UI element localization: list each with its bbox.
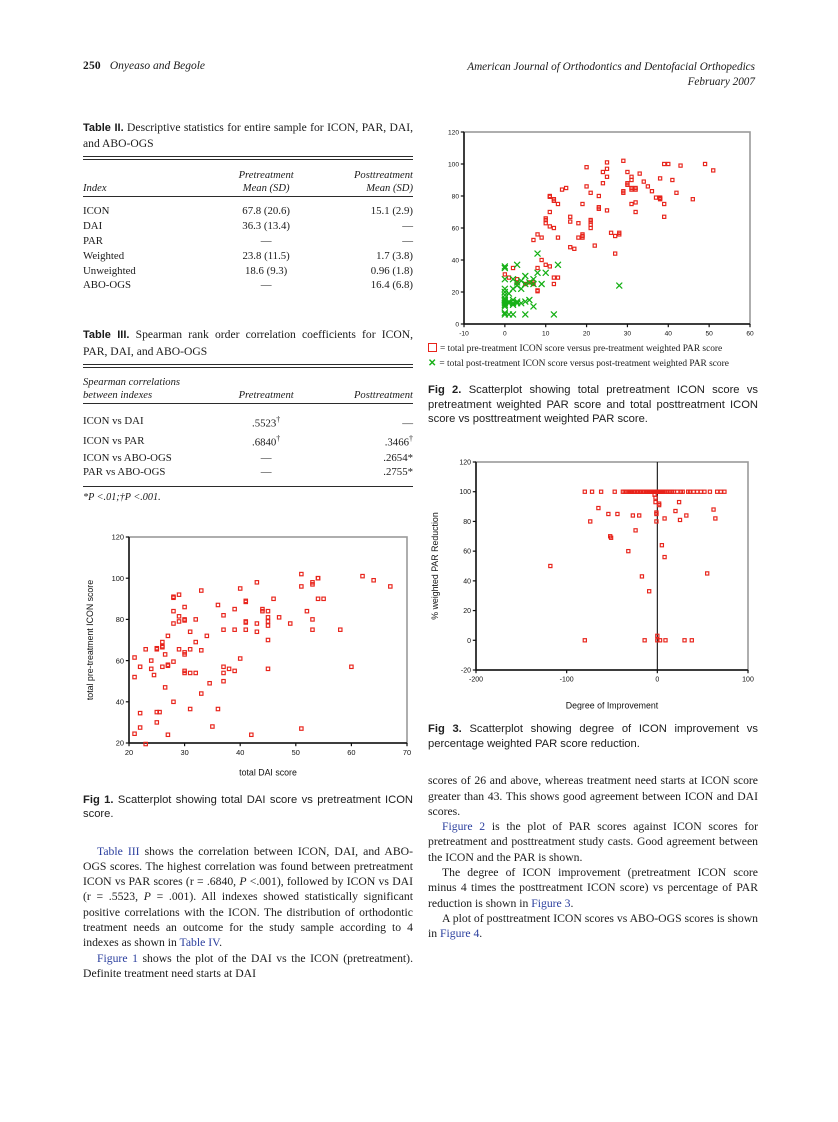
body-text-run: shows the correlation between ICON, DAI, and ABO-OGS scores. The highest correlation was found between pretreatment ICON vs PAR scores (r = .6840, [83,844,414,889]
body-text-run: A plot of posttreatment ICON scores vs ABO-OGS scores is shown in [428,911,758,941]
left-column-body-text [83,844,413,982]
body-text-run: <.001), followed by ICON vs DAI (r = .5523, [83,875,413,904]
svg-text:total DAI score: total DAI score [239,767,297,777]
left-column [83,120,413,981]
body-text-run: The degree of ICON improvement (pretreatment ICON score minus 4 times the posttreatment ICON score) vs percentage of PAR reduction is shown in [428,866,758,910]
table-3-header-l2: between indexes [83,390,153,402]
table-3-header-pairs [83,375,215,404]
right-column-body-text [428,773,758,941]
cell-pre: 23.8 (11.5) [242,249,290,262]
dagger-mark: † [276,434,281,444]
cell-index: ABO-OGS [83,279,131,292]
svg-text:60: 60 [347,747,356,757]
body-paragraph [428,865,758,911]
svg-text:Degree of Improvement: Degree of Improvement [565,700,659,711]
svg-text:60: 60 [451,225,459,233]
body-text-run: shows the plot of the DAI vs the ICON (pretreatment). Definite treatment need starts at DAI [83,951,413,980]
svg-text:% weighted PAR Reduction: % weighted PAR Reduction [430,512,440,621]
figure-3-plot [428,448,758,710]
table-3-footnote: *P <.01;†P <.001. [83,491,161,503]
figure-2 [428,120,758,426]
svg-text:total pre-treatment ICON score: total pre-treatment ICON score [85,579,95,700]
cell-pre: .5523† [252,414,281,430]
table-3-header-pre: Pretreatment [238,390,294,402]
body-text-run: . [479,927,483,941]
figure-2-plot [428,120,758,342]
body-text-run: = .001). All indexes showed statistically significant positive correlations with the ICON. The distribution of orthodontic treatment needs an outcome for the study sample according to 4 indexes as shown in [83,890,413,950]
running-head [83,60,755,100]
cross-reference-link[interactable]: Table III [97,844,140,858]
cell-pre: 18.6 (9.3) [245,264,288,277]
svg-text:40: 40 [463,578,471,586]
legend-entry [428,342,758,357]
svg-text:120: 120 [111,532,124,542]
body-paragraph [83,951,413,982]
body-text-run: . [219,936,222,950]
svg-text:20: 20 [582,330,591,338]
cell-post: .3466† [384,434,413,449]
svg-text:0: 0 [467,638,471,646]
table-2-block [83,120,413,293]
body-paragraph [428,911,758,942]
table-3-caption-text: Spearman rank order correlation coefficients for ICON, PAR, DAI, and ABO-OGS [83,328,413,358]
svg-text:‐100: ‐100 [559,677,574,685]
svg-text:20: 20 [115,738,124,748]
table-3-caption [83,327,413,358]
table-2-caption [83,120,413,151]
table-2-header-pre-l2: Mean (SD) [242,182,290,194]
figure-3-caption [428,722,758,751]
figure-1-caption [83,793,413,822]
cell-pre: .6840† [252,434,281,449]
svg-text:0: 0 [655,677,660,685]
legend-entry-label: = total post-treatment ICON score versus post-treatment weighted PAR score [439,358,729,369]
body-paragraph [428,819,758,865]
cell-pair: PAR vs ABO-OGS [83,466,166,479]
cell-pre: — [260,279,272,292]
body-paragraph [83,844,413,951]
cell-index: PAR [83,234,104,247]
svg-text:20: 20 [463,608,471,616]
table-row [83,466,413,481]
cell-pre: 67.8 (20.6) [242,205,290,218]
svg-text:60: 60 [463,549,471,557]
svg-text:100: 100 [111,573,124,583]
table-3-block [83,327,413,502]
cell-post: .2654* [383,451,413,464]
table-2-header-post [317,168,413,197]
svg-text:100: 100 [742,677,754,685]
cross-reference-link[interactable]: Figure 1 [97,951,138,965]
legend-entry-label: = total pre-treatment ICON score versus pre-treatment weighted PAR score [440,344,723,354]
cell-post: 16.4 (6.8) [370,279,413,292]
svg-text:100: 100 [459,489,471,497]
svg-text:20: 20 [124,747,134,757]
cross-reference-link[interactable]: Figure 3 [531,896,571,910]
svg-text:40: 40 [236,747,245,757]
table-3-label: Table III. [83,329,130,342]
svg-text:80: 80 [463,519,471,527]
svg-text:70: 70 [402,747,412,757]
cell-post: 0.96 (1.8) [370,264,413,277]
figure-1-caption-text: Scatterplot showing total DAI score vs pretreatment ICON score. [83,793,413,821]
figure-2-legend [428,342,758,371]
italic-text: P [143,890,151,904]
svg-text:60: 60 [115,656,124,666]
svg-text:50: 50 [705,330,713,338]
cell-index: DAI [83,220,103,233]
table-3-header-post: Posttreatment [353,390,413,402]
cell-post: .2755* [383,466,413,479]
cell-pre: — [260,466,272,479]
table-2-header-post-l1: Posttreatment [353,169,413,181]
table-row [83,451,413,466]
figure-2-caption [428,383,758,426]
cross-reference-link[interactable]: Table IV [179,936,220,950]
figure-3-caption-text: Scatterplot showing degree of ICON improvement vs percentage weighted PAR score reduction. [428,723,758,750]
page-number: 250 [83,60,101,72]
table-2-header-post-l2: Mean (SD) [366,182,413,194]
dagger-mark: † [409,434,413,444]
figure-2-caption-text: Scatterplot showing total pretreatment ICON score vs pretreatment weighted PAR score and total posttreatment ICON score vs posttreatment weighted PAR score. [428,384,759,425]
svg-text:‐20: ‐20 [460,667,471,675]
body-text-run: scores of 26 and above, whereas treatment need starts at ICON score greater than 43. This shows good agreement between ICON and DAI scores. [428,774,758,818]
table-2-header-pre-l1: Pretreatment [238,169,294,181]
svg-text:100: 100 [447,161,459,169]
figure-1-plot [83,525,413,777]
cell-pre: — [260,234,272,247]
table-2-header-row [83,168,413,197]
svg-text:60: 60 [746,330,754,338]
svg-text:40: 40 [115,697,124,707]
svg-text:80: 80 [451,193,459,201]
dagger-mark: † [276,414,281,424]
figure-1-label: Fig 1. [83,793,114,806]
table-2-label: Table II. [83,122,124,134]
svg-text:0: 0 [503,330,507,338]
cell-pair: ICON vs PAR [83,434,145,447]
table-row [83,432,413,451]
journal-title: American Journal of Orthodontics and Dentofacial Orthopedics [467,61,755,73]
legend-square-icon [428,343,437,352]
cell-post: — [402,220,413,233]
table-2-header-index: Index [83,182,107,194]
body-text-run: is the plot of PAR scores against ICON scores for pretreatment and posttreatment study casts. Good agreement between the ICON and the PAR is shown. [428,820,758,864]
svg-text:120: 120 [459,459,471,467]
svg-text:30: 30 [180,747,189,757]
svg-text:‐200: ‐200 [468,677,484,685]
svg-text:10: 10 [542,330,550,338]
table-row [83,264,413,279]
cell-post: — [402,234,413,247]
svg-text:50: 50 [291,747,300,757]
svg-text:0: 0 [455,321,459,329]
cell-pre: — [260,451,272,464]
table-3-header-l1: Spearman correlations [83,377,181,389]
table-3-header-row [83,375,413,404]
figure-1 [83,525,413,822]
body-text-run: . [570,896,574,910]
figure-3-label: Fig 3. [428,723,462,736]
svg-text:30: 30 [623,330,632,338]
issue-date: February 2007 [687,76,755,88]
svg-text:80: 80 [115,614,124,624]
table-2-header-pre [215,168,317,197]
cell-index: ICON [83,205,110,218]
figure-2-label: Fig 2. [428,384,462,397]
cross-reference-link[interactable]: Figure 2 [442,820,486,834]
svg-text:40: 40 [451,257,459,265]
svg-text:‐10: ‐10 [459,330,469,338]
table-row [83,205,413,220]
table-2-caption-text: Descriptive statistics for entire sample for ICON, PAR, DAI, and ABO-OGS [83,121,413,151]
cell-post: — [402,417,413,430]
cell-index: Unweighted [83,264,136,277]
cross-reference-link[interactable]: Figure 4 [440,927,480,941]
running-head-left [83,60,205,72]
svg-text:40: 40 [664,330,672,338]
svg-text:20: 20 [451,289,459,297]
table-row [83,220,413,235]
table-2 [83,156,413,293]
table-row [83,412,413,431]
table-row [83,279,413,294]
right-column [428,120,758,941]
cell-index: Weighted [83,249,125,262]
legend-x-icon: ✕ [428,357,437,369]
cell-post: 15.1 (2.9) [370,205,413,218]
cell-post: 1.7 (3.8) [376,249,413,262]
table-3 [83,364,413,488]
italic-text: P [239,875,247,889]
svg-text:120: 120 [447,129,459,137]
cell-pair: ICON vs ABO-OGS [83,451,172,464]
body-paragraph [428,773,758,819]
legend-entry [428,357,758,372]
table-row [83,249,413,264]
figure-3 [428,448,758,751]
cell-pre: 36.3 (13.4) [242,220,290,233]
running-head-right [467,60,755,90]
cell-pair: ICON vs DAI [83,415,144,428]
running-head-authors: Onyeaso and Begole [109,60,206,72]
table-row [83,234,413,249]
